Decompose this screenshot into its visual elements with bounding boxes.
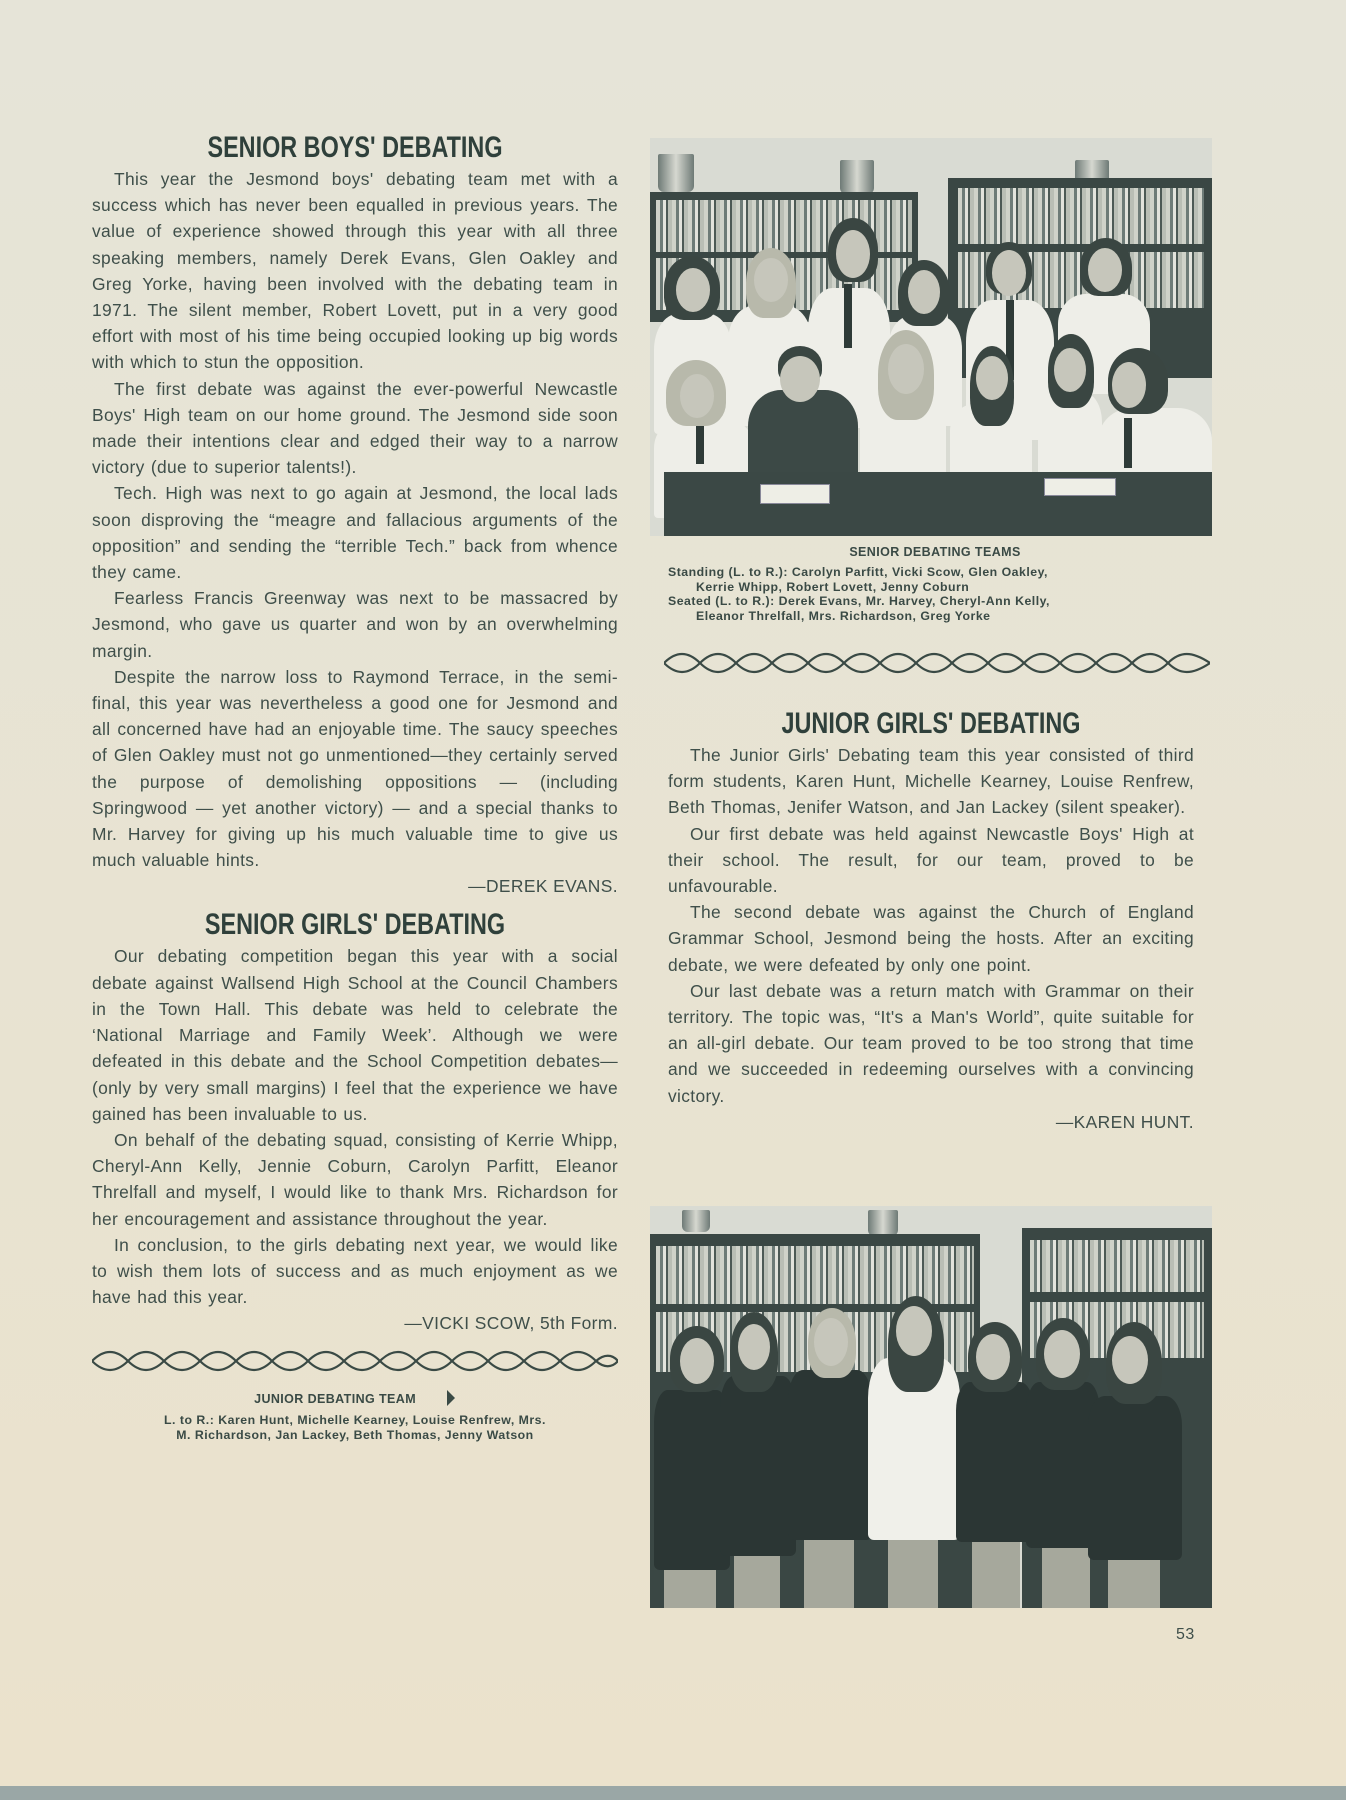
person	[992, 250, 1026, 296]
plant-pot	[682, 1210, 710, 1232]
plant-pot	[868, 1210, 898, 1236]
junior-girls-title: JUNIOR GIRLS' DEBATING	[781, 707, 1081, 740]
caption-line: Kerrie Whipp, Robert Lovett, Jenny Coburn	[696, 579, 970, 594]
author-signature: —VICKI SCOW, 5th Form.	[404, 1313, 618, 1334]
person	[896, 1306, 932, 1356]
caption-line: L. to R.: Karen Hunt, Michelle Kearney, Louise Renfrew, Mrs.	[164, 1413, 546, 1428]
author-signature: —KAREN HUNT.	[1055, 1111, 1194, 1132]
paragraph: Our debating competition began this year with a social debate against Wallsend High School at the Council Chambers in the Town Hall. This debate was held to celebrate the ‘National Marriage and Family Week’. Although we were defeated in this debate and the School Competition debates—(only by very small margins) I feel that the experience we have gained has been invaluable to us.	[92, 946, 618, 1124]
paragraph: Despite the narrow loss to Raymond Terrace, in the semi-final, this year was nevertheless a good one for Jesmond and all concerned have had an enjoyable time. The saucy speeches of Glen Oakley must not go unmentioned—they certainly served the purpose of demolishing oppositions — (including Springwood — yet another victory) — and a special thanks to Mr. Harvey for giving up his much valuable time to give us much valuable hints.	[92, 666, 618, 871]
page-bottom-edge	[0, 1786, 1346, 1800]
person	[738, 1324, 770, 1370]
wave-divider	[92, 1346, 618, 1376]
person	[976, 1334, 1010, 1380]
senior-photo-caption	[668, 544, 1202, 623]
person	[888, 344, 924, 394]
left-column	[92, 130, 618, 1442]
person	[680, 374, 714, 418]
open-book	[760, 484, 830, 504]
paragraph: The second debate was against the Church of England Grammar School, Jesmond being the hosts. After an exciting debate, we were defeated by only one point.	[668, 902, 1194, 975]
open-book	[1044, 478, 1116, 496]
paragraph: On behalf of the debating squad, consisting of Kerrie Whipp, Cheryl-Ann Kelly, Jennie Coburn, Carolyn Parfitt, Eleanor Threlfall and myself, I would like to thank Mrs. Richardson for her encouragement and assistance throughout the year.	[92, 1129, 618, 1229]
wave-divider	[664, 648, 1210, 678]
caption-title: SENIOR DEBATING TEAMS	[849, 545, 1021, 559]
person	[836, 230, 870, 278]
caption-line: Eleanor Threlfall, Mrs. Richardson, Greg Yorke	[696, 608, 991, 623]
paragraph: This year the Jesmond boys' debating team met with a success which has never been equalled in previous years. The value of experience showed through this year with all three speaking members, namely Derek Evans, Glen Oakley and Greg Yorke, having been involved with the debating team in 1971. The silent member, Robert Lovett, put in a very good effort with most of his time being occupied looking up big words with which to stun the opposition.	[92, 169, 618, 373]
page-number: 53	[1176, 1626, 1195, 1643]
person	[814, 1318, 848, 1366]
paragraph: Our last debate was a return match with Grammar on their territory. The topic was, “It's a Man's World”, quite suitable for an all-girl debate. Our team proved to be too strong that time and we succeeded in redeeming ourselves with a convincing victory.	[668, 980, 1194, 1106]
arrow-right-icon	[446, 1390, 456, 1406]
person	[1044, 1330, 1080, 1378]
caption-line: Standing (L. to R.): Carolyn Parfitt, Vicki Scow, Glen Oakley,	[668, 565, 1048, 579]
person	[908, 270, 940, 314]
paragraph: Fearless Francis Greenway was next to be massacred by Jesmond, who gave us quarter and won by an overwhelming margin.	[92, 588, 618, 661]
caption-line: Seated (L. to R.): Derek Evans, Mr. Harvey, Cheryl-Ann Kelly,	[668, 594, 1050, 608]
paragraph: In conclusion, to the girls debating next year, we would like to wish them lots of success and as much enjoyment as we have had this year.	[92, 1234, 618, 1308]
author-signature: —DEREK EVANS.	[468, 876, 618, 897]
senior-girls-title: SENIOR GIRLS' DEBATING	[204, 908, 506, 942]
caption-line: M. Richardson, Jan Lackey, Beth Thomas, Jenny Watson	[176, 1427, 534, 1442]
table	[664, 472, 1212, 536]
paragraph: The Junior Girls' Debating team this year consisted of third form students, Karen Hunt, Michelle Kearney, Louise Renfrew, Beth Thomas, Jenifer Watson, and Jan Lackey (silent speaker).	[668, 745, 1194, 818]
junior-team-photo	[650, 1206, 1212, 1608]
person	[1112, 1336, 1148, 1384]
paragraph: The first debate was against the ever-powerful Newcastle Boys' High team on our home ground. The Jesmond side soon made their intentions clear and edged their way to a narrow victory (due to superior talents!).	[92, 378, 618, 478]
person	[780, 356, 820, 402]
junior-photo-caption	[92, 1390, 618, 1442]
person	[1054, 348, 1086, 392]
person	[1088, 248, 1122, 292]
caption-title: JUNIOR DEBATING TEAM	[254, 1392, 417, 1407]
senior-boys-article	[92, 130, 618, 899]
person	[680, 1338, 714, 1384]
person	[676, 268, 710, 312]
paragraph: Our first debate was held against Newcastle Boys' High at their school. The result, for our team, proved to be unfavourable.	[668, 823, 1194, 897]
senior-team-photo	[650, 138, 1212, 536]
plant-pot	[840, 160, 874, 194]
paragraph: Tech. High was next to go again at Jesmond, the local lads soon disproving the “meagre and fallacious arguments of the opposition” and sending the “terrible Tech.” back from whence they came.	[92, 483, 618, 583]
senior-girls-article	[92, 907, 618, 1336]
person	[1112, 362, 1146, 408]
senior-boys-title: SENIOR BOYS' DEBATING	[207, 131, 503, 164]
person	[976, 356, 1008, 400]
plant-pot	[658, 154, 694, 192]
junior-girls-article	[668, 706, 1194, 1135]
person	[754, 258, 788, 302]
